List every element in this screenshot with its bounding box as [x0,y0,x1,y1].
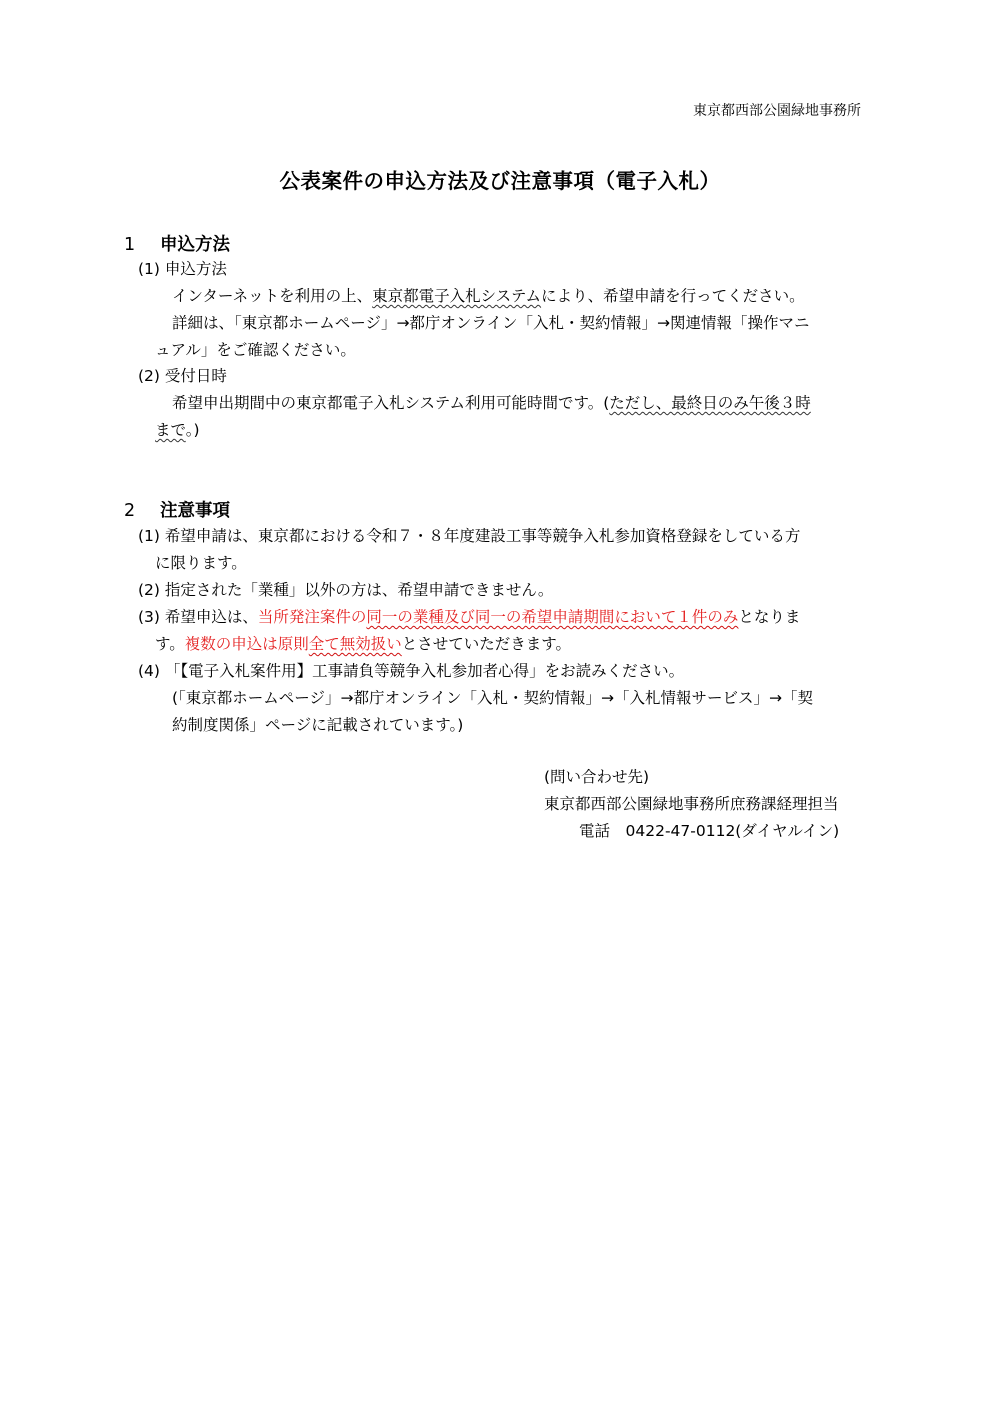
deadline-note-end: まで [155,421,186,439]
section2-item1-line2: に限ります。 [155,554,247,572]
e-bid-system-link[interactable]: 東京都電子入札システム [372,287,542,305]
section2-item2-line1: (2) 指定された「業種」以外の方は、希望申請できません。 [138,581,554,599]
section1-title: 申込方法 [160,235,230,255]
section1-item1-line1 [172,282,805,310]
warning-text-underlined: 同一の業種及び同一の希望申請期間において１件のみ [366,608,739,626]
section1-number: 1 [124,235,136,255]
warning-text: 当所発注案件の [257,608,367,626]
section1-item1-line2: 詳細は、「東京都ホームページ」→都庁オンライン「入札・契約情報」→関連情報「操作マニ [172,314,810,332]
text-run: 。) [185,421,200,439]
section1-item1-label: (1) 申込方法 [138,260,227,278]
section2-item3-line1 [138,603,800,631]
office-name: 東京都西部公園緑地事務所 [693,103,861,119]
section2-item4-line3: 約制度関係」ページに記載されています。) [172,716,464,734]
section2-heading [124,497,230,522]
section1-item2-line1 [172,389,811,417]
section2-title: 注意事項 [160,501,230,521]
deadline-note: ただし、最終日のみ午後３時 [609,394,811,412]
section2-item1-line1: (1) 希望申請は、東京都における令和７・８年度建設工事等競争入札参加資格登録をしている方 [138,527,801,545]
page-title: 公表案件の申込方法及び注意事項（電子入札） [279,169,721,193]
text-run: (3) 希望申込は、 [138,608,258,626]
contact-label: (問い合わせ先) [544,768,650,786]
text-run: す。 [155,635,185,653]
text-run: 希望申出期間中の東京都電子入札システム利用可能時間です。( [172,394,610,412]
section1-item2-line2 [155,416,200,444]
text-run: により、希望申請を行ってください。 [541,287,805,305]
section1-item1-line3: ュアル」をご確認ください。 [155,341,356,359]
contact-phone: 電話 0422-47-0112(ダイヤルイン) [579,822,840,840]
section2-item4-line2: (「東京都ホームページ」→都庁オンライン「入札・契約情報」→「入札情報サービス」→「契 [172,689,813,707]
section2-item3-line2 [155,630,571,658]
section1-item2-label: (2) 受付日時 [138,367,227,385]
text-run: インターネットを利用の上、 [172,287,373,305]
text-run: となりま [738,608,801,626]
contact-department: 東京都西部公園緑地事務所庶務課経理担当 [544,795,839,813]
warning-text-underlined: 全て無効扱い [308,635,402,653]
section1-heading [124,231,230,256]
text-run: とさせていただきます。 [401,635,572,653]
warning-text: 複数の申込は原則 [184,635,309,653]
section2-item4-line1: (4) 「【電子入札案件用】工事請負等競争入札参加者心得」をお読みください。 [138,662,685,680]
section2-number: 2 [124,501,136,521]
